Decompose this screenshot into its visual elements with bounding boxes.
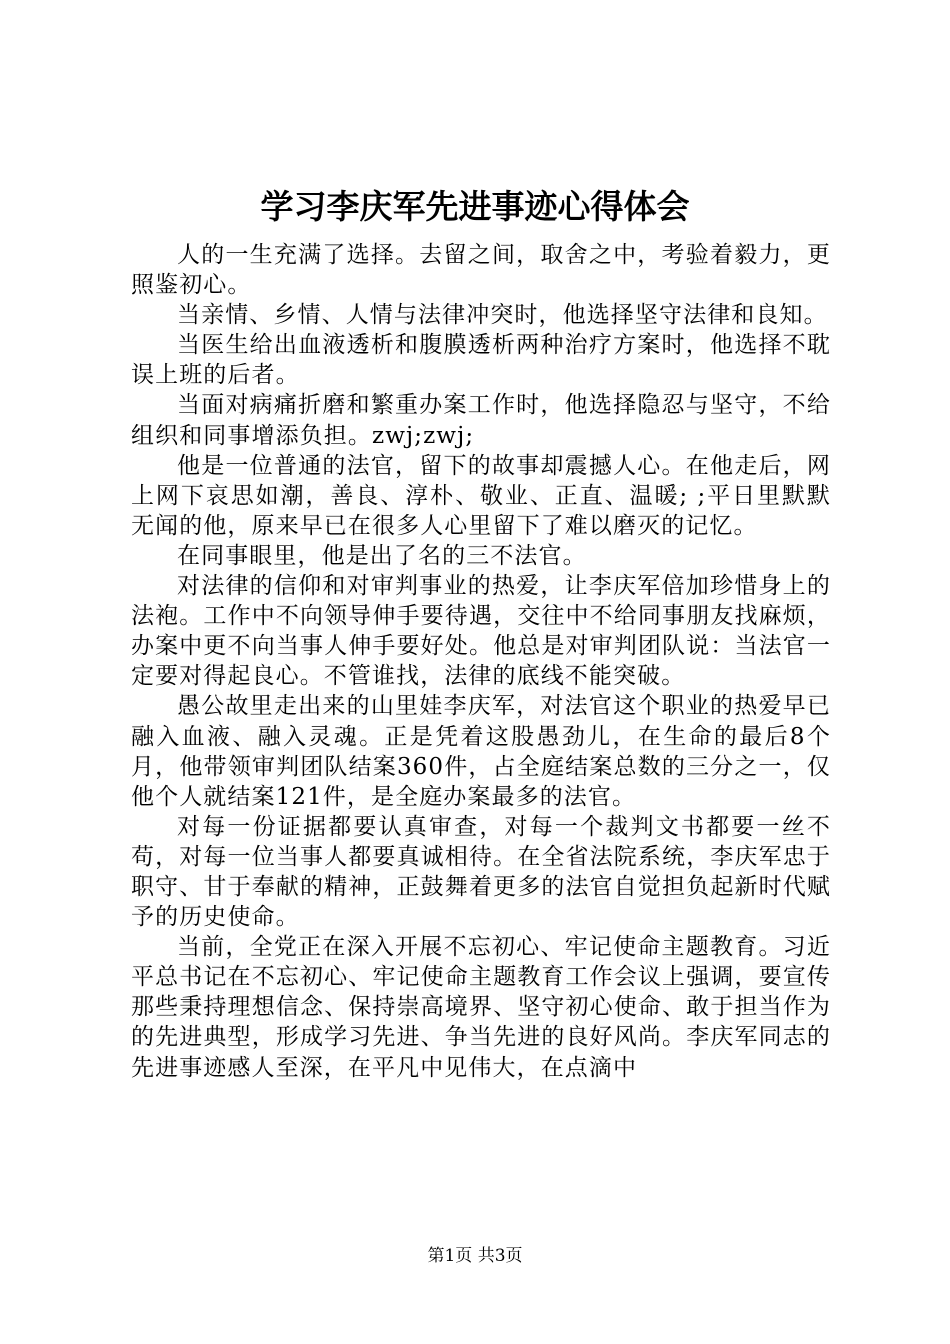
paragraph: 愚公故里走出来的山里娃李庆军，对法官这个职业的热爱早已融入血液、融入灵魂。正是凭着这股愚劲儿，在生命的最后8个月，他带领审判团队结案360件，占全庭结案总数的三分之一，仅他个人就结案121件，是全庭办案最多的法官。 bbox=[131, 693, 831, 810]
paragraph: 当亲情、乡情、人情与法律冲突时，他选择坚守法律和良知。 bbox=[177, 302, 828, 329]
paragraph: 当面对病痛折磨和繁重办案工作时，他选择隐忍与坚守，不给组织和同事增添负担。zwj;zwj; bbox=[131, 392, 831, 449]
document-body bbox=[131, 240, 831, 1083]
paragraph: 当前，全党正在深入开展不忘初心、牢记使命主题教育。习近平总书记在不忘初心、牢记使命主题教育工作会议上强调，要宣传那些秉持理想信念、保持崇高境界、坚守初心使命、敢于担当作为的先进典型，形成学习先进、争当先进的良好风尚。李庆军同志的先进事迹感人至深，在平凡中见伟大，在点滴中 bbox=[131, 934, 831, 1081]
paragraph: 他是一位普通的法官，留下的故事却震撼人心。在他走后，网上网下哀思如潮，善良、淳朴、敬业、正直、温暖; ;平日里默默无闻的他，原来早已在很多人心里留下了难以磨灭的记忆。 bbox=[131, 452, 831, 539]
paragraph: 在同事眼里，他是出了名的三不法官。 bbox=[177, 542, 587, 569]
page-title: 学习李庆军先进事迹心得体会 bbox=[260, 187, 690, 226]
paragraph: 当医生给出血液透析和腹膜透析两种治疗方案时，他选择不耽误上班的后者。 bbox=[131, 332, 831, 389]
page-footer: 第1页 共3页 bbox=[427, 1246, 523, 1266]
paragraph: 人的一生充满了选择。去留之间，取舍之中，考验着毅力，更照鉴初心。 bbox=[131, 242, 831, 299]
paragraph: 对法律的信仰和对审判事业的热爱，让李庆军倍加珍惜身上的法袍。工作中不向领导伸手要待遇，交往中不给同事朋友找麻烦，办案中更不向当事人伸手要好处。他总是对审判团队说：当法官一定要对得起良心。不管谁找，法律的底线不能突破。 bbox=[131, 573, 831, 690]
paragraph: 对每一份证据都要认真审查，对每一个裁判文书都要一丝不苟，对每一位当事人都要真诚相待。在全省法院系统，李庆军忠于职守、甘于奉献的精神，正鼓舞着更多的法官自觉担负起新时代赋予的历史使命。 bbox=[131, 813, 831, 931]
